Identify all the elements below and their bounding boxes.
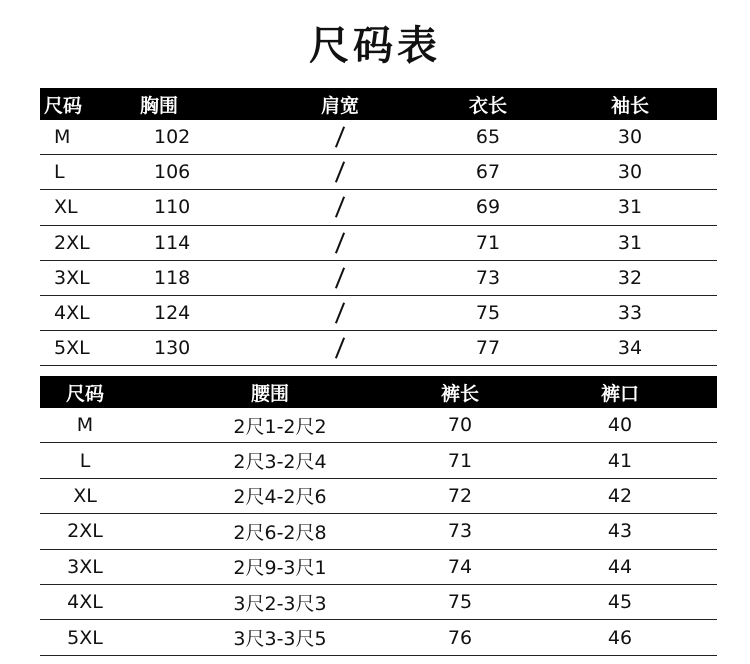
chest-cell: 106 [154,161,191,184]
size-cell: XL [73,484,97,507]
waist-cell: 2尺1-2尺2 [233,415,327,438]
size-cell: XL [54,196,78,219]
chest-cell: 124 [154,302,191,325]
sleeve-cell: 32 [617,266,643,289]
length-cell: 67 [475,161,501,184]
pants-length-cell: 74 [447,555,473,578]
table-row [40,261,717,296]
table-row [40,620,717,655]
pants-length-cell: 71 [447,449,473,472]
cuff-cell: 41 [607,449,633,472]
chest-cell: 118 [154,266,191,289]
cuff-cell: 46 [607,626,633,649]
shoulder-cell [290,120,390,154]
header-chest: 胸围 [140,94,179,117]
sleeve-cell: 31 [617,196,643,219]
table-row [40,443,717,478]
shoulder-slash [335,232,345,253]
header-cuff: 裤口 [600,382,639,405]
size-cell: M [76,414,94,437]
length-cell: 77 [475,337,501,360]
shoulder-slash [335,162,345,183]
cuff-cell: 45 [607,591,633,614]
chest-cell: 110 [154,196,191,219]
shoulder-cell [290,155,390,189]
pants-length-cell: 72 [447,484,473,507]
shoulder-slash [335,338,345,359]
pants-length-cell: 73 [447,520,473,543]
waist-cell: 3尺2-3尺3 [233,592,327,615]
shoulder-cell [290,331,390,365]
waist-cell: 2尺3-2尺4 [233,451,327,474]
size-cell: 4XL [67,591,103,614]
sleeve-cell: 31 [617,231,643,254]
header-waist: 腰围 [250,382,289,405]
waist-cell: 2尺4-2尺6 [233,486,327,509]
shoulder-cell [290,296,390,330]
chest-cell: 114 [154,231,191,254]
header-size: 尺码 [44,94,83,117]
header-length: 衣长 [468,94,507,117]
page-title: 尺码表 [309,22,441,69]
shoulder-cell [290,261,390,295]
pants-length-cell: 70 [447,414,473,437]
pants-table-body [40,408,717,656]
cuff-cell: 40 [607,414,633,437]
length-cell: 69 [475,196,501,219]
sleeve-cell: 33 [617,302,643,325]
waist-cell: 3尺3-3尺5 [233,628,327,651]
length-cell: 75 [475,302,501,325]
size-cell: 5XL [67,626,103,649]
shoulder-cell [290,190,390,224]
chest-cell: 102 [154,126,191,149]
size-cell: M [54,126,71,149]
size-cell: 2XL [67,520,103,543]
length-cell: 71 [475,231,501,254]
table-row [40,226,717,261]
table-row [40,120,717,155]
shoulder-slash [335,302,345,323]
tops-size-table [40,88,717,366]
length-cell: 65 [475,126,501,149]
pants-table-header [40,376,717,408]
table-row [40,190,717,225]
cuff-cell: 44 [607,555,633,578]
size-cell: L [79,449,91,472]
tops-table-body [40,120,717,366]
header-size: 尺码 [65,382,104,405]
size-cell: 5XL [54,337,90,360]
table-row [40,479,717,514]
cuff-cell: 43 [607,520,633,543]
size-cell: 2XL [54,231,90,254]
pants-length-cell: 75 [447,591,473,614]
sleeve-cell: 30 [617,126,643,149]
size-cell: 3XL [54,266,90,289]
size-cell: 4XL [54,302,90,325]
length-cell: 73 [475,266,501,289]
table-row [40,296,717,331]
shoulder-slash [335,197,345,218]
size-cell: 3XL [67,555,103,578]
size-cell: L [54,161,65,184]
table-row [40,550,717,585]
table-row [40,585,717,620]
shoulder-slash [335,127,345,148]
waist-cell: 2尺9-3尺1 [233,557,327,580]
sleeve-cell: 30 [617,161,643,184]
waist-cell: 2尺6-2尺8 [233,521,327,544]
pants-length-cell: 76 [447,626,473,649]
header-shoulder: 肩宽 [320,94,359,117]
table-row [40,408,717,443]
tops-table-header [40,88,717,120]
cuff-cell: 42 [607,484,633,507]
chest-cell: 130 [154,337,191,360]
shoulder-slash [335,267,345,288]
table-row [40,331,717,366]
shoulder-cell [290,226,390,260]
pants-size-table [40,376,717,656]
table-row [40,155,717,190]
sleeve-cell: 34 [617,337,643,360]
table-row [40,514,717,549]
header-pants-length: 裤长 [440,382,479,405]
header-sleeve: 袖长 [610,94,649,117]
